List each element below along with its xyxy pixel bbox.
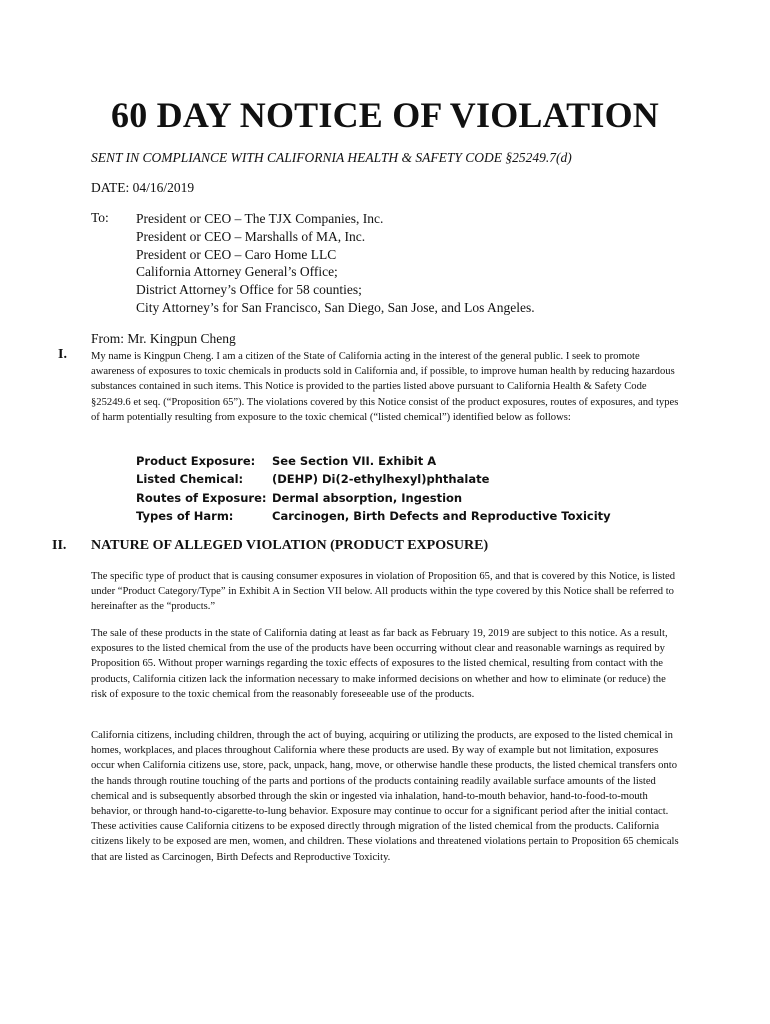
recipient-item: President or CEO – Caro Home LLC xyxy=(136,246,337,262)
fact-row xyxy=(136,452,611,470)
exposure-facts xyxy=(136,452,611,525)
document-title: 60 DAY NOTICE OF VIOLATION xyxy=(111,95,659,135)
recipient-item: California Attorney General’s Office; xyxy=(136,264,338,280)
fact-value: (DEHP) Di(2-ethylhexyl)phthalate xyxy=(272,472,490,487)
section-number-2: II. xyxy=(52,538,67,553)
section2-heading: NATURE OF ALLEGED VIOLATION (PRODUCT EXPOSURE) xyxy=(91,538,489,553)
notice-date: DATE: 04/16/2019 xyxy=(91,180,195,195)
recipient-list xyxy=(136,210,535,317)
fact-label: Product Exposure: xyxy=(136,454,256,468)
section1-paragraph: My name is Kingpun Cheng. I am a citizen of the State of California acting in the interest of the general public. I seek to promote awareness of exposures to toxic chemicals in products sold in California and, if possible, to improve human health by reducing hazardous substances contained in such items. This Notice is provided to the parties listed above pursuant to California Health & Safety Code §25249.6 et seq. (“Proposition 65”). The violations covered by this Notice consist of the product exposures, routes of exposures, and types of harm potentially resulting from exposure to the toxic chemical (“listed chemical”) identified below as follows: xyxy=(91,351,679,423)
from-line: From: Mr. Kingpun Cheng xyxy=(91,331,236,346)
fact-row xyxy=(136,489,611,507)
recipient-item: President or CEO – Marshalls of MA, Inc. xyxy=(136,228,366,244)
recipient-item: President or CEO – The TJX Companies, Inc. xyxy=(136,211,384,226)
section2-paragraph-3: California citizens, including children, through the act of buying, acquiring or utilizing the products, are exposed to the listed chemical in homes, workplaces, and places throughout California where these products are used. By way of example but not limitation, exposures occur when California citizens use, store, pack, unpack, hang, move, or otherwise handle these products, the listed chemical transfers onto the hands through routine touching of the parts and portions of the products containing readily available surface amounts of the listed chemical and is subsequently absorbed through the skin or ingested via inhalation, hand-to-mouth behavior, hand-to-food-to-mouth behavior, or through hand-to-cigarette-to-lung behavior. Exposure may continue to occur for a significant period after the initial contact. These activities cause California citizens to be exposed directly through migration of the listed chemical from the products. California citizens likely to be exposed are men, women, and children. These violations and threatened violations pertain to Proposition 65 chemicals that are listed as Carcinogen, Birth Defects and Reproductive Toxicity. xyxy=(91,730,679,863)
fact-value: Dermal absorption, Ingestion xyxy=(272,490,463,505)
fact-label: Routes of Exposure: xyxy=(136,490,267,505)
fact-row xyxy=(136,507,611,525)
section2-paragraph-1: The specific type of product that is causing consumer exposures in violation of Proposition 65, and that is covered by this Notice, is listed under “Product Category/Type” in Exhibit A in Section VII below. All products within the type covered by this Notice shall be referred to hereinafter as the “products.” xyxy=(91,571,676,613)
fact-value: See Section VII. Exhibit A xyxy=(272,454,437,468)
fact-value: Carcinogen, Birth Defects and Reproductive Toxicity xyxy=(272,508,611,523)
to-label: To: xyxy=(91,210,109,225)
fact-label: Listed Chemical: xyxy=(136,472,244,487)
section2-paragraph-2: The sale of these products in the state of California dating at least as far back as February 19, 2019 are subject to this notice. As a result, exposures to the listed chemical from the use of the products have been occurring without clear and reasonable warnings as required by Proposition 65. Without proper warnings regarding the toxic effects of exposures to the listed chemical, resulting from contact with the products, California citizen lack the information necessary to make informed decisions on whether and how to eliminate (or reduce) the risk of exposure to the toxic chemical from the reasonably foreseeable use of the products. xyxy=(91,628,668,700)
recipient-item: District Attorney’s Office for 58 counties; xyxy=(136,282,362,298)
recipient-item: City Attorney’s for San Francisco, San Diego, San Jose, and Los Angeles. xyxy=(136,299,535,315)
document-subtitle: SENT IN COMPLIANCE WITH CALIFORNIA HEALTH & SAFETY CODE §25249.7(d) xyxy=(91,150,572,165)
section-number-1: I. xyxy=(58,347,67,362)
fact-row xyxy=(136,470,611,488)
fact-label: Types of Harm: xyxy=(136,508,234,523)
